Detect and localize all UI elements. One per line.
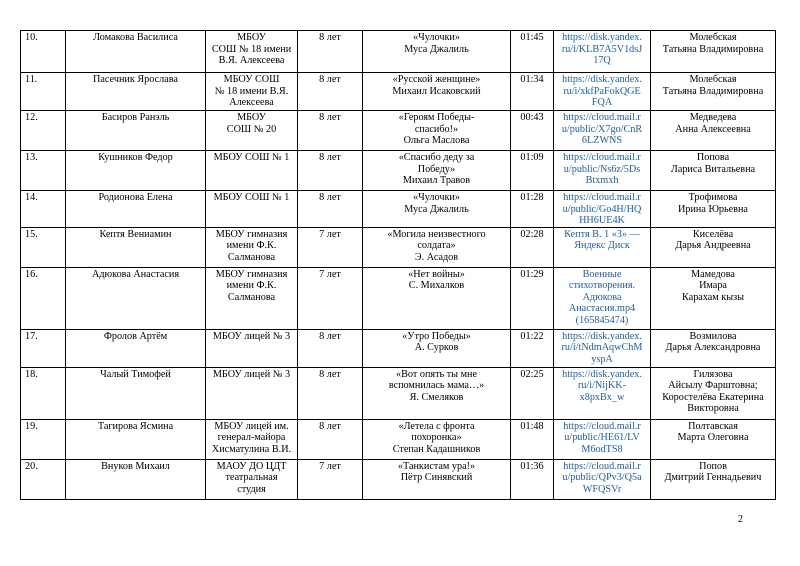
video-link[interactable]: https://cloud.mail.r u/public/Ns6z/5Ds Btxmxh (554, 151, 651, 191)
poem-title-author: «Нет войны» С. Михалков (363, 267, 511, 329)
age: 8 лет (298, 111, 363, 151)
row-number: 16. (21, 267, 66, 329)
table-row (21, 419, 776, 459)
school-name: МАОУ ДО ЦДТ театральная студия (206, 459, 298, 499)
duration: 00:43 (511, 111, 554, 151)
video-link[interactable]: https://cloud.mail.r u/public/HE61/LV M6odTS8 (554, 419, 651, 459)
participant-name: Внуков Михаил (66, 459, 206, 499)
participant-name: Фролов Артём (66, 329, 206, 367)
table-body (21, 31, 776, 500)
table-row (21, 31, 776, 73)
duration: 01:22 (511, 329, 554, 367)
duration: 02:25 (511, 367, 554, 419)
duration: 01:36 (511, 459, 554, 499)
participant-name: Адюкова Анастасия (66, 267, 206, 329)
participants-table (20, 30, 776, 500)
row-number: 10. (21, 31, 66, 73)
teacher-name: Возмилова Дарья Александровна (651, 329, 776, 367)
duration: 01:48 (511, 419, 554, 459)
age: 8 лет (298, 329, 363, 367)
video-link[interactable]: https://cloud.mail.r u/public/QPv3/Q5a WFQSVr (554, 459, 651, 499)
row-number: 19. (21, 419, 66, 459)
teacher-name: Попова Лариса Витальевна (651, 151, 776, 191)
video-link[interactable]: https://disk.yandex. ru/i/xkfPaFokQGE FQA (554, 73, 651, 111)
video-link[interactable]: https://disk.yandex. ru/i/NijKK- x8pxBx_w (554, 367, 651, 419)
school-name: МБОУ лицей № 3 (206, 329, 298, 367)
participant-name: Чалый Тимофей (66, 367, 206, 419)
poem-title-author: «Танкистам ура!» Пётр Синявский (363, 459, 511, 499)
teacher-name: Полтавская Марта Олеговна (651, 419, 776, 459)
school-name: МБОУ гимназия имени Ф.К. Салманова (206, 267, 298, 329)
age: 8 лет (298, 191, 363, 228)
teacher-name: Молебская Татьяна Владимировна (651, 31, 776, 73)
poem-title-author: «Русской женщине» Михаил Исаковский (363, 73, 511, 111)
duration: 01:28 (511, 191, 554, 228)
poem-title-author: «Чулочки» Муса Джалиль (363, 191, 511, 228)
video-link[interactable]: https://disk.yandex. ru/i/KLB7A5V1dsJ 17Q (554, 31, 651, 73)
age: 8 лет (298, 367, 363, 419)
poem-title-author: «Спасибо деду за Победу» Михаил Травов (363, 151, 511, 191)
school-name: МБОУ лицей им. генерал-майора Хисматулина В.И. (206, 419, 298, 459)
age: 8 лет (298, 151, 363, 191)
participant-name: Кушников Федор (66, 151, 206, 191)
row-number: 17. (21, 329, 66, 367)
table-row (21, 151, 776, 191)
poem-title-author: «Вот опять ты мне вспомнилась мама…» Я. Смеляков (363, 367, 511, 419)
row-number: 15. (21, 227, 66, 267)
row-number: 11. (21, 73, 66, 111)
teacher-name: Гилязова Айсылу Фарштовна; Коростелёва Екатерина Викторовна (651, 367, 776, 419)
teacher-name: Трофимова Ирина Юрьевна (651, 191, 776, 228)
poem-title-author: «Героям Победы- спасибо!» Ольга Маслова (363, 111, 511, 151)
table-row (21, 191, 776, 228)
table-row (21, 329, 776, 367)
table-row (21, 367, 776, 419)
participant-name: Тагирова Ясмина (66, 419, 206, 459)
school-name: МБОУ гимназия имени Ф.К. Салманова (206, 227, 298, 267)
teacher-name: Молебская Татьяна Владимировна (651, 73, 776, 111)
age: 7 лет (298, 267, 363, 329)
table-row (21, 227, 776, 267)
row-number: 14. (21, 191, 66, 228)
video-link[interactable]: https://cloud.mail.r u/public/X7go/CnR 6LZWNS (554, 111, 651, 151)
row-number: 12. (21, 111, 66, 151)
teacher-name: Киселёва Дарья Андреевна (651, 227, 776, 267)
poem-title-author: «Летела с фронта похоронка» Степан Кадашников (363, 419, 511, 459)
age: 8 лет (298, 31, 363, 73)
school-name: МБОУ СОШ № 1 (206, 191, 298, 228)
age: 8 лет (298, 419, 363, 459)
teacher-name: Медведева Анна Алексеевна (651, 111, 776, 151)
duration: 01:29 (511, 267, 554, 329)
participant-name: Кептя Вениамин (66, 227, 206, 267)
age: 8 лет (298, 73, 363, 111)
table-row (21, 111, 776, 151)
age: 7 лет (298, 459, 363, 499)
school-name: МБОУ лицей № 3 (206, 367, 298, 419)
age: 7 лет (298, 227, 363, 267)
duration: 01:45 (511, 31, 554, 73)
school-name: МБОУ СОШ № 18 имени В.Я. Алексеева (206, 73, 298, 111)
poem-title-author: «Утро Победы» А. Сурков (363, 329, 511, 367)
teacher-name: Попов Дмитрий Геннадьевич (651, 459, 776, 499)
duration: 01:34 (511, 73, 554, 111)
participant-name: Пасечник Ярослава (66, 73, 206, 111)
table-row (21, 267, 776, 329)
table-row (21, 73, 776, 111)
participant-name: Родионова Елена (66, 191, 206, 228)
school-name: МБОУ СОШ № 1 (206, 151, 298, 191)
participant-name: Ломакова Василиса (66, 31, 206, 73)
duration: 02:28 (511, 227, 554, 267)
poem-title-author: «Чулочки» Муса Джалиль (363, 31, 511, 73)
row-number: 13. (21, 151, 66, 191)
school-name: МБОУ СОШ № 18 имени В.Я. Алексеева (206, 31, 298, 73)
video-link[interactable]: Военные стихотворения. Адюкова Анастасия.mp4 (165845474) (554, 267, 651, 329)
duration: 01:09 (511, 151, 554, 191)
school-name: МБОУ СОШ № 20 (206, 111, 298, 151)
row-number: 20. (21, 459, 66, 499)
poem-title-author: «Могила неизвестного солдата» Э. Асадов (363, 227, 511, 267)
row-number: 18. (21, 367, 66, 419)
video-link[interactable]: Кептя В. 1 «3» — Яндекс Диск (554, 227, 651, 267)
teacher-name: Мамедова Имара Карахам кызы (651, 267, 776, 329)
video-link[interactable]: https://disk.yandex. ru/i/tNdmAqwChM yspA (554, 329, 651, 367)
table-row (21, 459, 776, 499)
participant-name: Басиров Ранэль (66, 111, 206, 151)
video-link[interactable]: https://cloud.mail.r u/public/Go4H/HQ HH6UE4K (554, 191, 651, 228)
page-number: 2 (738, 514, 743, 525)
